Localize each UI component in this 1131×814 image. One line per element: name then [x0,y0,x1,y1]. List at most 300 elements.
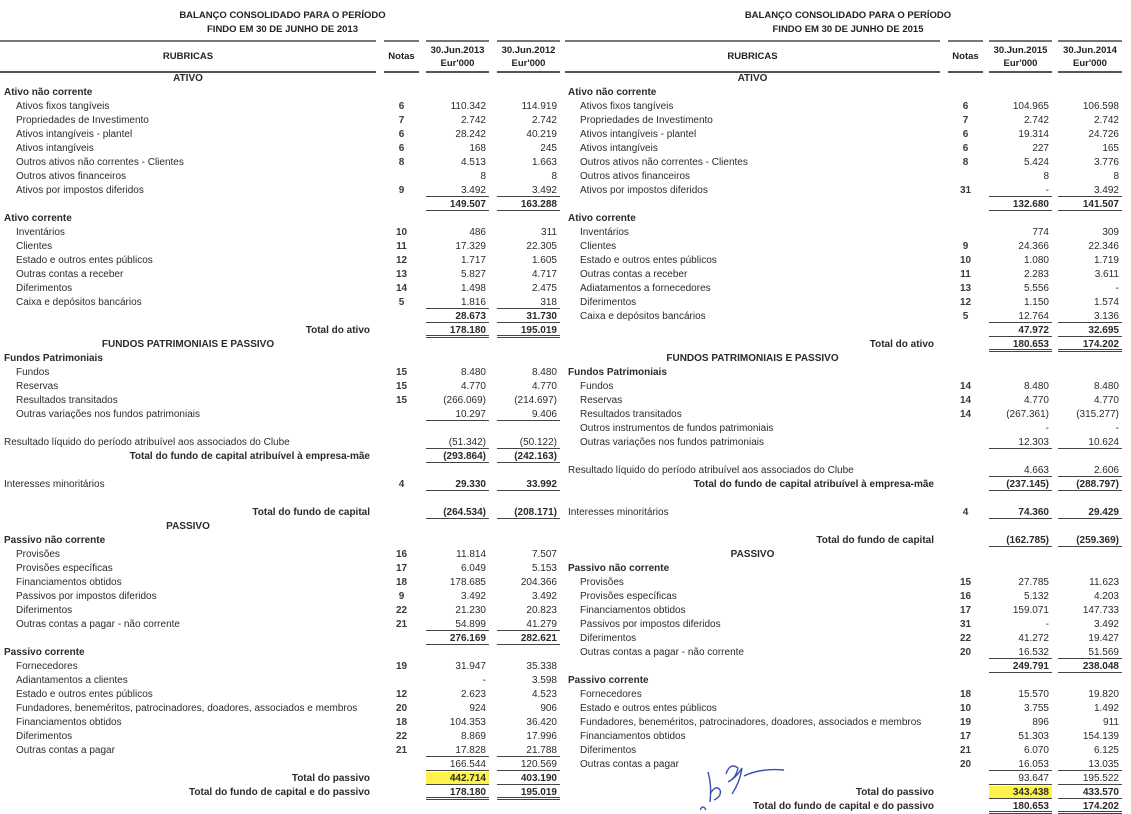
value-previous: 195.019 [497,786,560,800]
table-row-estado-e-outros-entes-publicos [565,254,1131,268]
value-previous: 41.279 [497,618,560,631]
value-current: 6.049 [460,563,486,574]
table-row-outros-ativos-financeiros [0,170,565,184]
table-row-financiamentos-obtidos [0,576,565,590]
value-current: 5.556 [1023,283,1049,294]
value-current: 2.742 [460,115,486,126]
group-heading-fundos-patrimoniais [0,352,565,366]
value-previous: 8 [551,171,557,182]
table-row-outros-ativos-nao-correntes-clientes [565,156,1131,170]
note-ref [384,170,419,183]
value-current: 93.647 [989,772,1052,785]
note-ref: 22 [959,633,972,644]
value-previous: (242.163) [497,450,560,463]
value-current: (162.785) [989,534,1052,547]
row-label: FUNDOS PATRIMONIAIS E PASSIVO [101,339,275,350]
row-label: Estado e outros entes públicos [580,255,717,266]
value-previous: 22.346 [1088,241,1119,252]
value-current: 47.972 [989,324,1052,337]
row-label: Fornecedores [580,689,642,700]
group-heading-ativo-nao-corrente [0,86,565,100]
value-current: 180.653 [989,800,1052,814]
sheet-title: BALANÇO CONSOLIDADO PARA O PERÍODO FINDO EM 30 DE JUNHO DE 2015 [744,10,952,35]
note-ref: 5 [962,311,969,322]
note-ref: 11 [960,269,971,280]
value-previous: 4.717 [531,269,557,280]
row-label: Resultados transitados [580,409,682,420]
value-current: 1.080 [1023,255,1049,266]
value-previous: 4.770 [1093,395,1119,406]
table-row-ativos-por-impostos-diferidos [0,184,565,198]
table-row-outras-contas-a-pagar-nao-corrente [565,646,1131,660]
note-ref: 6 [962,143,969,154]
group-heading-ativo-corrente [565,212,1131,226]
table-row-outras-contas-a-pagar [0,744,565,758]
value-previous: 2.475 [531,283,557,294]
note-ref: 6 [962,101,969,112]
table-row-clientes [565,240,1131,254]
row-label: Adiatamentos a fornecedores [580,283,711,294]
value-previous: 35.338 [526,661,557,672]
row-label: Ativo não corrente [568,87,657,98]
table-row-outros-ativos-financeiros [565,170,1131,184]
value-current: 132.680 [989,198,1052,211]
value-previous: 4.203 [1093,591,1119,602]
value-previous: 10.624 [1058,436,1122,449]
value-current: 178.685 [449,577,486,588]
note-ref: 12 [395,689,408,700]
row-label: Outras contas a pagar [580,759,679,770]
value-previous: 51.569 [1058,646,1122,659]
note-ref: 9 [398,591,405,602]
subtotal-row [565,324,1131,338]
value-previous: 22.305 [526,241,557,252]
row-label: Interesses minoritários [568,507,669,518]
note-ref: 12 [395,255,408,266]
value-current: 2.742 [1023,115,1049,126]
value-current: 180.653 [989,338,1052,352]
note-ref [948,464,983,477]
row-label: Ativo não corrente [4,87,93,98]
value-previous: 106.598 [1082,101,1119,112]
table-row-fornecedores [565,688,1131,702]
row-label: Resultado líquido do período atribuível aos associados do Clube [4,437,290,448]
table-row-fundadores-benemeritos-patrocinadores-doadores-associados-e-membros [0,702,565,716]
note-ref: 21 [395,619,408,630]
table-row-diferimentos [565,296,1131,310]
value-previous: 282.621 [497,632,560,645]
value-previous: 3.492 [497,184,560,197]
table-row-fundos [565,380,1131,394]
note-ref: 31 [959,185,972,196]
group-heading-passivo-corrente [565,674,1131,688]
group-heading-fundos-patrimoniais [565,366,1131,380]
note-ref: 19 [395,661,408,672]
note-ref: 8 [962,157,969,168]
note-ref [948,436,983,449]
value-current: 5.132 [1023,591,1049,602]
row-label: Ativos intangíveis [580,143,658,154]
total-row-total-do-fundo-de-capital [565,534,1131,548]
table-body [0,72,565,800]
row-label: Ativos intangíveis [16,143,94,154]
value-previous: 311 [541,227,557,238]
value-current: 16.053 [989,758,1052,771]
value-previous: 3.492 [531,591,557,602]
row-label: Interesses minoritários [4,479,105,490]
section-heading-ativo [565,72,1131,86]
value-previous: 31.730 [497,310,560,323]
row-label: Ativos fixos tangíveis [16,101,110,112]
table-row-outras-contas-a-pagar-nao-corrente [0,618,565,632]
value-previous: 24.726 [1088,129,1119,140]
row-label: Diferimentos [16,605,73,616]
note-ref: 13 [395,269,408,280]
table-row-estado-e-outros-entes-publicos [0,688,565,702]
row-label: Ativo corrente [4,213,72,224]
value-previous: 36.420 [526,717,557,728]
table-row-diferimentos [0,282,565,296]
value-current: 54.899 [426,618,489,631]
value-current: 343.438 [989,786,1052,799]
note-ref: 20 [959,647,972,658]
value-previous: 1.605 [531,255,557,266]
table-row-resultados-transitados [565,408,1131,422]
value-previous: 174.202 [1058,338,1122,352]
value-current: 12.764 [989,310,1052,323]
row-label: ATIVO [173,73,203,84]
value-previous: 17.996 [526,731,557,742]
row-label: Diferimentos [580,745,637,756]
value-current: 31.947 [455,661,486,672]
table-row-propriedades-de-investimento [0,114,565,128]
value-current: 8.480 [1023,381,1049,392]
note-ref: 4 [398,479,405,490]
table-body [565,72,1131,814]
note-ref: 6 [962,129,969,140]
row-label: Estado e outros entes públicos [16,255,153,266]
value-current: 227 [1032,143,1049,154]
table-row-clientes [0,240,565,254]
value-previous: 1.663 [531,157,557,168]
table-row-ativos-intangiveis-plantel [565,128,1131,142]
note-ref: 18 [395,717,408,728]
table-row-fundadores-benemeritos-patrocinadores-doadores-associados-e-membros [565,716,1131,730]
note-ref [384,436,419,449]
note-ref: 12 [959,297,972,308]
note-ref: 18 [395,577,408,588]
row-label: Outras contas a pagar - não corrente [580,647,744,658]
table-row-outras-contas-a-receber [0,268,565,282]
subtotal-row [0,632,565,646]
table-row-inventarios [565,226,1131,240]
row-label: PASSIVO [730,549,775,560]
row-label: Outras contas a pagar - não corrente [16,619,180,630]
value-previous: 6.125 [1093,745,1119,756]
table-row-outros-ativos-nao-correntes-clientes [0,156,565,170]
row-label: Financiamentos obtidos [580,605,686,616]
value-current: 16.532 [989,646,1052,659]
value-previous: 2.742 [531,115,557,126]
value-current: 17.329 [455,241,486,252]
table-row-outras-variacoes-nos-fundos-patrimoniais [0,408,565,422]
subtotal-row [565,660,1131,674]
value-previous: 1.492 [1093,703,1119,714]
section-heading-passivo [565,548,1131,562]
note-ref: 31 [959,619,972,630]
subtotal-row [0,758,565,772]
total-row-total-do-passivo [565,786,1131,800]
value-previous: 195.522 [1058,772,1122,785]
value-current: (267.361) [1006,409,1049,420]
value-current: 8.480 [460,367,486,378]
value-previous: 433.570 [1058,786,1122,799]
row-label: Outros ativos não correntes - Clientes [580,157,748,168]
table-row-fornecedores [0,660,565,674]
note-ref: 22 [395,605,408,616]
signature-mark [700,752,790,812]
row-label: Outras contas a receber [580,269,688,280]
note-ref [948,422,983,435]
value-current: 896 [1032,717,1049,728]
table-row-propriedades-de-investimento [565,114,1131,128]
row-label: Provisões [16,549,60,560]
value-previous: 2.606 [1058,464,1122,477]
note-ref: 20 [395,703,408,714]
row-label: Resultados transitados [16,395,118,406]
value-current: 11.814 [456,549,486,560]
table-row-financiamentos-obtidos [565,604,1131,618]
note-ref: 9 [962,241,969,252]
value-previous: 120.569 [497,758,560,771]
value-previous: 4.523 [531,689,557,700]
value-current: 51.303 [1018,731,1049,742]
subtotal-row [565,772,1131,786]
row-label: Total do fundo de capital [252,507,370,518]
note-ref: 8 [398,157,405,168]
value-current: 486 [469,227,486,238]
row-label: ATIVO [737,73,768,84]
table-row-diferimentos [565,632,1131,646]
value-current: 4.663 [989,464,1052,477]
row-label: Fundos Patrimoniais [4,353,103,364]
note-ref: 10 [959,703,972,714]
value-current: 41.272 [1018,633,1049,644]
value-current: 104.965 [1012,101,1049,112]
value-previous: 147.733 [1082,605,1119,616]
note-ref: 14 [959,409,972,420]
row-label: Fornecedores [16,661,78,672]
value-current: 8 [480,171,486,182]
value-current: 5.424 [1023,157,1049,168]
note-ref: 16 [959,591,972,602]
sheet-title: BALANÇO CONSOLIDADO PARA O PERÍODO FINDO EM 30 DE JUNHO DE 2013 [179,10,386,35]
note-ref [948,170,983,183]
table-header [565,40,1131,72]
value-previous: 911 [1103,717,1119,728]
row-label: Outras contas a pagar [16,745,115,756]
section-heading-fundos-patrimoniais-e-passivo [0,338,565,352]
note-ref: 15 [395,395,408,406]
table-row-reservas [0,380,565,394]
value-current: 3.492 [460,591,486,602]
total-row-total-do-fundo-de-capital-atribuivel-a-empresa-mae [565,478,1131,492]
note-ref: 13 [959,283,972,294]
table-row-provisoes [565,576,1131,590]
table-row-passivos-por-impostos-diferidos [0,590,565,604]
row-label: Outras contas a receber [16,269,124,280]
note-ref [384,408,419,421]
value-current: 1.150 [1023,297,1049,308]
value-previous: 141.507 [1058,198,1122,211]
row-label: Caixa e depósitos bancários [16,297,142,308]
value-current: 2.283 [1023,269,1049,280]
value-current: 178.180 [426,324,489,338]
value-current: 28.242 [455,129,486,140]
row-label: Outras variações nos fundos patrimoniais [16,409,200,420]
value-current: 28.673 [426,310,489,323]
value-current: 27.785 [1018,577,1049,588]
row-label: Total do fundo de capital [816,535,934,546]
row-label: Propriedades de Investimento [16,115,149,126]
row-label: Fundos [16,367,50,378]
value-previous: 1.719 [1093,255,1119,266]
value-previous: 3.136 [1058,310,1122,323]
value-previous: 4.770 [531,381,557,392]
value-current: 168 [469,143,486,154]
value-previous: 3.776 [1093,157,1119,168]
value-current: 8 [1043,171,1049,182]
table-row-passivos-por-impostos-diferidos [565,618,1131,632]
row-label: FUNDOS PATRIMONIAIS E PASSIVO [666,353,839,364]
table-row-ativos-fixos-tangiveis [0,100,565,114]
row-label: Reservas [580,395,623,406]
row-label: Financiamentos obtidos [16,577,122,588]
value-previous: (208.171) [497,506,560,519]
value-previous: (50.122) [497,436,560,449]
value-previous: 8.480 [531,367,557,378]
value-current: 924 [469,703,486,714]
table-row-resultado-liquido-do-periodo-atribuivel-aos-associados-do-clube [0,436,565,450]
note-ref: 6 [398,129,405,140]
spacer [565,450,1131,464]
value-previous: 309 [1102,227,1119,238]
row-label: Fundadores, beneméritos, patrocinadores, doadores, associados e membros [16,703,358,714]
value-current: 4.770 [460,381,486,392]
group-heading-passivo-nao-corrente [0,534,565,548]
note-ref: 15 [959,577,972,588]
row-label: Ativo corrente [568,213,636,224]
value-current: 166.544 [426,758,489,771]
row-label: Passivos por impostos diferidos [580,619,721,630]
table-row-provisoes [0,548,565,562]
row-label: Total do fundo de capital e do passivo [753,801,934,812]
table-row-interesses-minoritarios [0,478,565,492]
table-row-outras-contas-a-receber [565,268,1131,282]
row-label: Ativos intangíveis - plantel [16,129,133,140]
header-col1: 30.Jun.2015 Eur'000 [989,40,1052,73]
table-row-inventarios [0,226,565,240]
row-label: Outras variações nos fundos patrimoniais [580,437,764,448]
note-ref: 11 [396,241,407,252]
value-previous: 19.820 [1088,689,1119,700]
value-previous: 114.919 [521,101,557,112]
row-label: Total do passivo [855,787,934,798]
note-ref: 16 [395,549,408,560]
row-label: PASSIVO [166,521,210,532]
note-ref [948,226,983,239]
table-row-outras-variacoes-nos-fundos-patrimoniais [565,436,1131,450]
value-current: (264.534) [426,506,489,519]
value-current: 8.869 [460,731,486,742]
value-previous: 7.507 [531,549,557,560]
value-current: 442.714 [426,772,489,785]
row-label: Financiamentos obtidos [580,731,686,742]
spacer [0,464,565,478]
row-label: Reservas [16,381,59,392]
note-ref: 4 [962,507,969,518]
row-label: Resultado líquido do período atribuível aos associados do Clube [568,465,854,476]
value-current: 249.791 [989,660,1052,673]
group-heading-ativo-nao-corrente [565,86,1131,100]
row-label: Total do fundo de capital atribuível à empresa-mãe [693,479,934,490]
total-row-total-do-passivo [0,772,565,786]
table-row-financiamentos-obtidos [0,716,565,730]
row-label: Fundadores, beneméritos, patrocinadores, doadores, associados e membros [580,717,922,728]
note-ref: 14 [959,395,972,406]
value-previous: (214.697) [514,395,557,406]
note-ref: 18 [959,689,972,700]
value-previous: 21.788 [497,744,560,757]
value-previous: 11.623 [1089,577,1119,588]
row-label: Total do fundo de capital atribuível à empresa-mãe [129,451,370,462]
spacer [565,520,1131,534]
table-row-outras-contas-a-pagar [565,758,1131,772]
total-row-total-do-ativo [565,338,1131,352]
note-ref: 22 [395,731,408,742]
total-row-total-do-fundo-de-capital-e-do-passivo [0,786,565,800]
row-label: Passivo não corrente [4,535,106,546]
value-current: 17.828 [426,744,489,757]
note-ref: 6 [398,143,405,154]
row-label: Total do passivo [291,773,370,784]
table-row-ativos-intangiveis [0,142,565,156]
table-row-resultado-liquido-do-periodo-atribuivel-aos-associados-do-clube [565,464,1131,478]
value-previous: 5.153 [531,563,557,574]
total-row-total-do-fundo-de-capital-e-do-passivo [565,800,1131,814]
table-row-ativos-por-impostos-diferidos [565,184,1131,198]
header-col1: 30.Jun.2013 Eur'000 [426,40,489,73]
value-current: 2.623 [460,689,486,700]
row-label: Outros ativos financeiros [16,171,127,182]
section-heading-ativo [0,72,565,86]
row-label: Provisões específicas [580,591,677,602]
value-current: 149.507 [426,198,489,211]
row-label: Total do fundo de capital e do passivo [189,787,370,798]
total-row-total-do-ativo [0,324,565,338]
row-label: Ativos intangíveis - plantel [580,129,697,140]
note-ref: 17 [959,731,972,742]
header-col2: 30.Jun.2012 Eur'000 [497,40,560,73]
row-label: Inventários [16,227,65,238]
row-label: Propriedades de Investimento [580,115,713,126]
total-row-total-do-fundo-de-capital [0,506,565,520]
row-label: Total do ativo [305,325,370,336]
section-heading-passivo [0,520,565,534]
row-label: Outros instrumentos de fundos patrimoniais [580,423,774,434]
note-ref: 9 [398,185,405,196]
row-label: Estado e outros entes públicos [16,689,153,700]
